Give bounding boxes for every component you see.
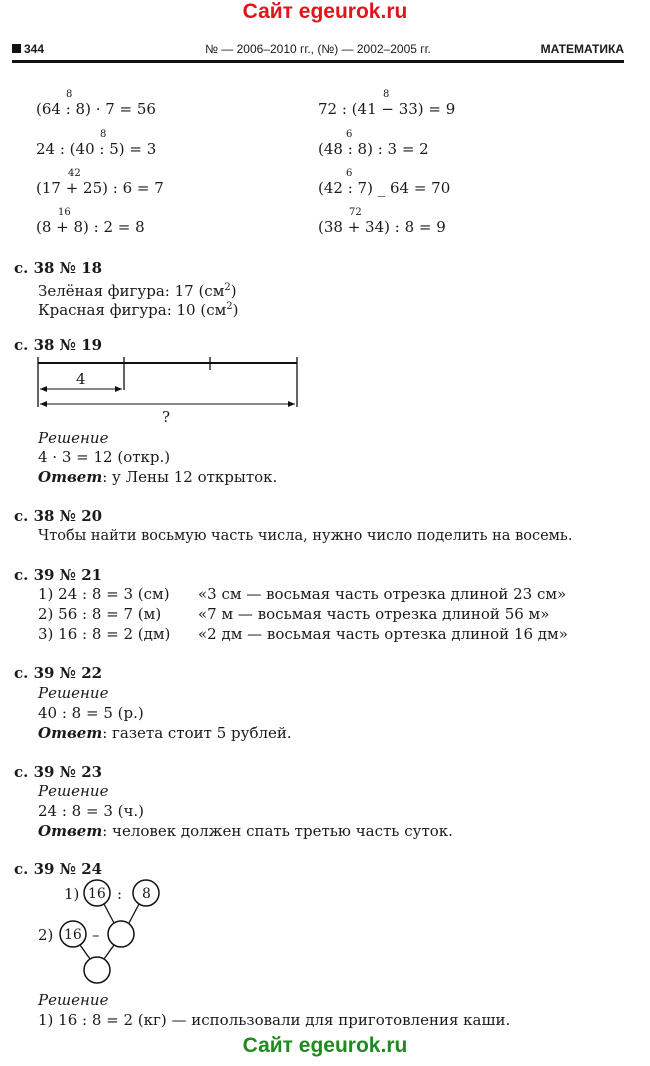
scheme-operator: –	[92, 926, 100, 944]
answer: Ответ: газета стоит 5 рублей.	[38, 724, 292, 742]
circle-value: 8	[142, 886, 151, 902]
answer: Ответ: у Лены 12 открыток.	[38, 468, 278, 486]
task-heading: с. 38 № 18	[14, 259, 103, 277]
task-heading: с. 39 № 24	[14, 860, 103, 878]
calc-explanation: «2 дм — восьмая часть ортезка длиной 16 дм»	[198, 625, 568, 643]
equation: (48 : 8) : 3 = 2	[318, 140, 429, 158]
equation-mark: 42	[68, 168, 81, 179]
equation-mark: 6	[346, 129, 353, 140]
solution-label: Решение	[38, 991, 109, 1009]
solution-label: Решение	[38, 782, 109, 800]
equation: 24 : (40 : 5) = 3	[36, 140, 157, 158]
page-number: 344	[12, 42, 44, 56]
equation-mark: 72	[349, 207, 362, 218]
solution-calc: 40 : 8 = 5 (р.)	[38, 704, 144, 722]
equation: (8 + 8) : 2 = 8	[36, 218, 145, 236]
calc-row: 3) 16 : 8 = 2 (дм)	[38, 625, 171, 643]
task-heading: с. 38 № 20	[14, 507, 103, 525]
site-watermark-bottom: Сайт egeurok.ru	[242, 1034, 408, 1057]
header-subject: МАТЕМАТИКА	[540, 42, 624, 56]
rule-text: Чтобы найти восьмую часть числа, нужно число поделить на восемь.	[38, 528, 573, 544]
equation: (17 + 25) : 6 = 7	[36, 179, 164, 197]
equation: 72 : (41 − 33) = 9	[318, 100, 456, 118]
solution-calc: 24 : 8 = 3 (ч.)	[38, 802, 145, 820]
equation-mark: 8	[66, 89, 73, 100]
task-heading: с. 38 № 19	[14, 336, 103, 354]
calc-row: 1) 24 : 8 = 3 (см)	[38, 585, 170, 603]
solution-calc: 1) 16 : 8 = 2 (кг) — использовали для приготовления каши.	[38, 1011, 511, 1029]
equation: (38 + 34) : 8 = 9	[318, 218, 446, 236]
task-heading: с. 39 № 21	[14, 566, 103, 584]
equation-mark: 6	[346, 168, 353, 179]
answer: Ответ: человек должен спать третью часть суток.	[38, 822, 453, 840]
scheme-operator: :	[117, 885, 123, 903]
circle-value: 16	[88, 886, 106, 902]
calc-explanation: «3 см — восьмая часть отрезка длиной 23 см»	[198, 585, 567, 603]
solution-label: Решение	[38, 429, 109, 447]
red-figure-area: Красная фигура: 10 $(см^2)$	[38, 301, 239, 319]
circle-value: 16	[64, 927, 82, 943]
equation-mark: 8	[383, 89, 390, 100]
site-watermark-top: Сайт egeurok.ru	[242, 0, 408, 23]
scheme-label: 2)	[38, 926, 54, 944]
header-legend: № — 2006–2010 гг., (№) — 2002–2005 гг.	[205, 42, 431, 56]
equation-mark: 16	[58, 207, 71, 218]
equation: (42 : 7) _ 64 = 70	[318, 179, 451, 197]
segment-label: 4	[76, 370, 86, 388]
green-figure-area: Зелёная фигура: 17 $(см^2)$	[38, 282, 237, 300]
task-heading: с. 39 № 22	[14, 664, 103, 682]
total-label: ?	[162, 408, 171, 426]
equation: (64 : 8) · 7 = 56	[36, 100, 156, 118]
equation-mark: 8	[100, 129, 107, 140]
scheme-label: 1)	[64, 885, 80, 903]
solution-label: Решение	[38, 684, 109, 702]
calc-explanation: «7 м — восьмая часть отрезка длиной 56 м»	[198, 605, 550, 623]
calc-row: 2) 56 : 8 = 7 (м)	[38, 605, 162, 623]
solution-calc: 4 · 3 = 12 (откр.)	[38, 448, 171, 466]
task-heading: с. 39 № 23	[14, 763, 103, 781]
